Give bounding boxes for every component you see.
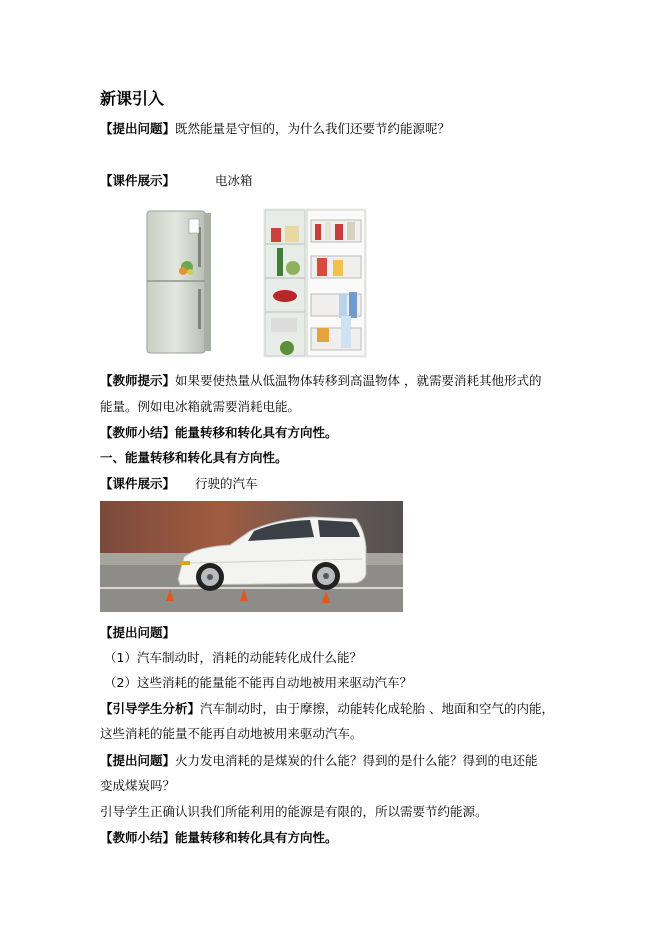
question-3-line-1 xyxy=(100,753,538,769)
courseware-1-label: 【课件展示】 xyxy=(100,173,176,188)
question-2-item-2: （2）这些消耗的能量能不能再自动地被用来驱动汽车？ xyxy=(104,675,412,690)
car-image xyxy=(100,501,403,612)
section-title: 新课引入 xyxy=(100,89,165,108)
teacher-tip-line-1 xyxy=(100,373,542,389)
question-1-label: 【提出问题】 xyxy=(100,121,176,136)
teacher-tip-line-2: 能量。例如电冰箱就需要消耗电能。 xyxy=(100,399,301,414)
guide-text: 引导学生正确认识我们所能利用的能源是有限的，所以需要节约能源。 xyxy=(100,804,488,819)
fridge-closed-image xyxy=(143,207,213,357)
courseware-1-text: 电冰箱 xyxy=(215,173,253,188)
section-heading-1: 一、能量转移和转化具有方向性。 xyxy=(100,450,288,465)
teacher-summary-2 xyxy=(100,830,338,846)
courseware-2-text: 行驶的汽车 xyxy=(195,476,258,491)
question-3-line-2: 变成煤炭吗？ xyxy=(100,778,176,793)
teacher-summary-1-text: 能量转移和转化具有方向性。 xyxy=(175,425,338,440)
analysis-line-1 xyxy=(100,701,554,717)
question-2-item-1: （1）汽车制动时，消耗的动能转化成什么能？ xyxy=(104,650,362,665)
fridge-open-image xyxy=(263,208,367,358)
courseware-1 xyxy=(100,173,253,189)
analysis-line-2: 这些消耗的能量不能再自动地被用来驱动汽车。 xyxy=(100,726,363,741)
courseware-2 xyxy=(100,476,258,492)
teacher-summary-1-label: 【教师小结】 xyxy=(100,425,176,440)
teacher-tip-label: 【教师提示】 xyxy=(100,373,176,388)
teacher-summary-1 xyxy=(100,425,338,441)
courseware-2-label: 【课件展示】 xyxy=(100,476,176,491)
analysis-label: 【引导学生分析】 xyxy=(100,701,201,716)
question-3-text-1: 火力发电消耗的是煤炭的什么能？得到的是什么能？得到的电还能 xyxy=(175,753,538,768)
teacher-tip-text-1: 如果要使热量从低温物体转移到高温物体 ，就需要消耗其他形式的 xyxy=(175,373,542,388)
analysis-text-1: 汽车制动时，由于摩擦，动能转化成轮胎 、地面和空气的内能， xyxy=(200,701,554,716)
question-2-label: 【提出问题】 xyxy=(100,625,176,640)
teacher-summary-2-label: 【教师小结】 xyxy=(100,830,176,845)
teacher-summary-2-text: 能量转移和转化具有方向性。 xyxy=(175,830,338,845)
question-3-label: 【提出问题】 xyxy=(100,753,176,768)
question-1-text: 既然能量是守恒的，为什么我们还要节约能源呢？ xyxy=(175,121,451,136)
question-1 xyxy=(100,121,450,137)
